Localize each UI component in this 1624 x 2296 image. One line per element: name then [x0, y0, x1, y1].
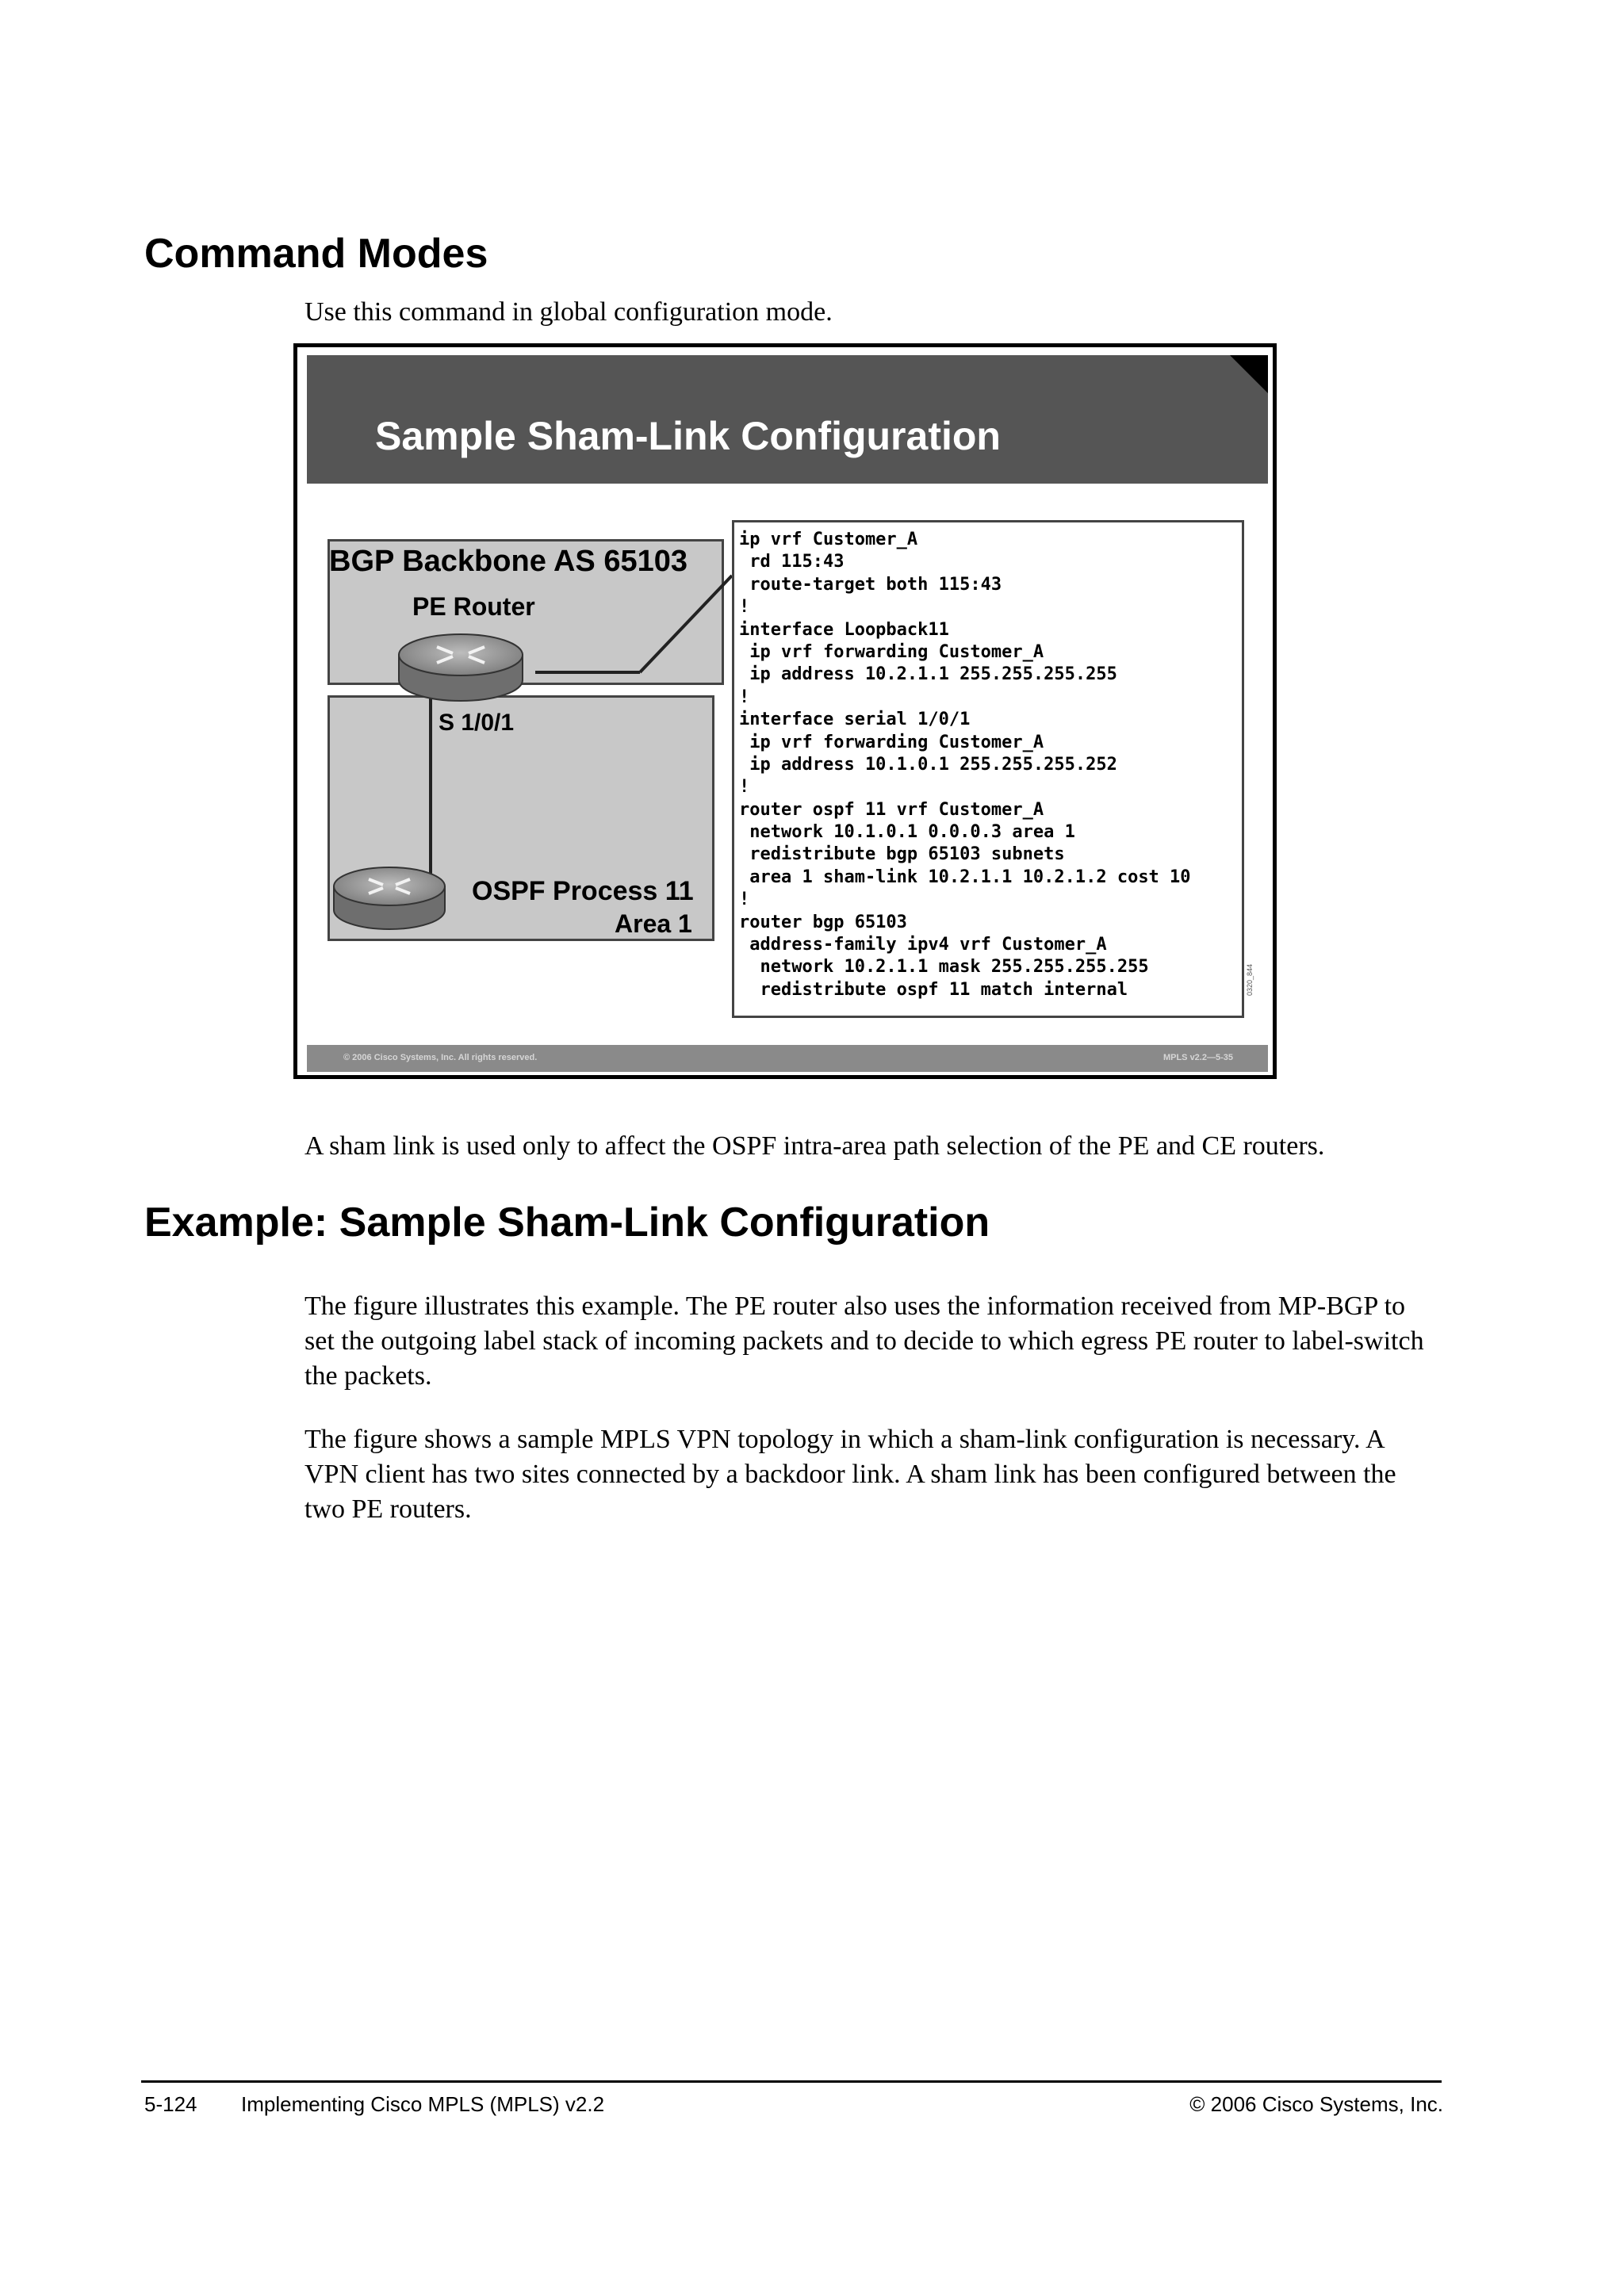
config-line: router ospf 11 vrf Customer_A: [739, 799, 1044, 820]
pe-to-config-connector-diagonal: [640, 576, 732, 672]
config-line: network 10.1.0.1 0.0.0.3 area 1: [739, 822, 1075, 843]
config-listing: [732, 520, 1244, 1018]
slide-id: MPLS v2.2—5-35: [1162, 1053, 1233, 1062]
footer-rule: [141, 2080, 1442, 2083]
config-line: ip address 10.2.1.1 255.255.255.255: [739, 664, 1117, 685]
config-line: interface serial 1/0/1: [739, 710, 971, 730]
diagram-id: 0320_844: [1246, 963, 1254, 996]
heading-command-modes: Command Modes: [144, 231, 488, 277]
config-line: ip vrf forwarding Customer_A: [739, 641, 1044, 662]
pe-router-label: PE Router: [412, 592, 535, 621]
config-line: route-target both 115:43: [739, 574, 1002, 595]
command-modes-text: Use this command in global configuration mode.: [304, 297, 833, 327]
example-paragraph-1: The figure illustrates this example. The PE router also uses the information received from MP-BGP to set the outgoing label stack of incoming packets and to decide to which egress PE router to label-switch the packets.: [304, 1292, 1424, 1391]
config-line: area 1 sham-link 10.2.1.1 10.2.1.2 cost 10: [739, 867, 1191, 887]
config-line: !: [739, 687, 750, 707]
slide-title: Sample Sham-Link Configuration: [375, 414, 1001, 458]
config-line: !: [739, 597, 750, 618]
config-line: ip address 10.1.0.1 255.255.255.252: [739, 754, 1117, 775]
slide-footer: [307, 1045, 1268, 1072]
config-line: !: [739, 777, 750, 798]
config-line: interface Loopback11: [739, 619, 949, 640]
area-label: Area 1: [615, 909, 692, 938]
config-line: ip vrf Customer_A: [739, 530, 918, 549]
config-line: !: [739, 890, 750, 910]
interface-label: S 1/0/1: [439, 710, 515, 736]
config-line: router bgp 65103: [739, 912, 907, 932]
figure-caption: A sham link is used only to affect the OSPF intra-area path selection of the PE and CE routers.: [304, 1131, 1325, 1161]
book-title: Implementing Cisco MPLS (MPLS) v2.2: [241, 2092, 605, 2116]
footer-copyright: © 2006 Cisco Systems, Inc.: [1189, 2092, 1443, 2116]
sham-link-figure: [293, 343, 1277, 1079]
config-line: redistribute bgp 65103 subnets: [739, 844, 1065, 865]
slide-copyright: © 2006 Cisco Systems, Inc. All rights reserved.: [343, 1053, 538, 1062]
bgp-backbone-label: BGP Backbone AS 65103: [329, 545, 688, 578]
config-line: network 10.2.1.1 mask 255.255.255.255: [739, 957, 1149, 978]
config-line: rd 115:43: [739, 552, 845, 572]
ospf-process-label: OSPF Process 11: [472, 876, 694, 906]
pe-router-icon: [399, 634, 523, 701]
config-line: address-family ipv4 vrf Customer_A: [739, 935, 1107, 955]
ce-router-icon: [334, 867, 445, 929]
config-line: redistribute ospf 11 match internal: [739, 979, 1128, 1000]
page-number: 5-124: [144, 2092, 197, 2116]
example-paragraph-2: The figure shows a sample MPLS VPN topology in which a sham-link configuration is necessary. A VPN client has two sites connected by a backdoor link. A sham link has been configured between the two PE routers.: [304, 1425, 1396, 1524]
heading-example: Example: Sample Sham-Link Configuration: [144, 1200, 990, 1246]
config-line: ip vrf forwarding Customer_A: [739, 732, 1044, 752]
